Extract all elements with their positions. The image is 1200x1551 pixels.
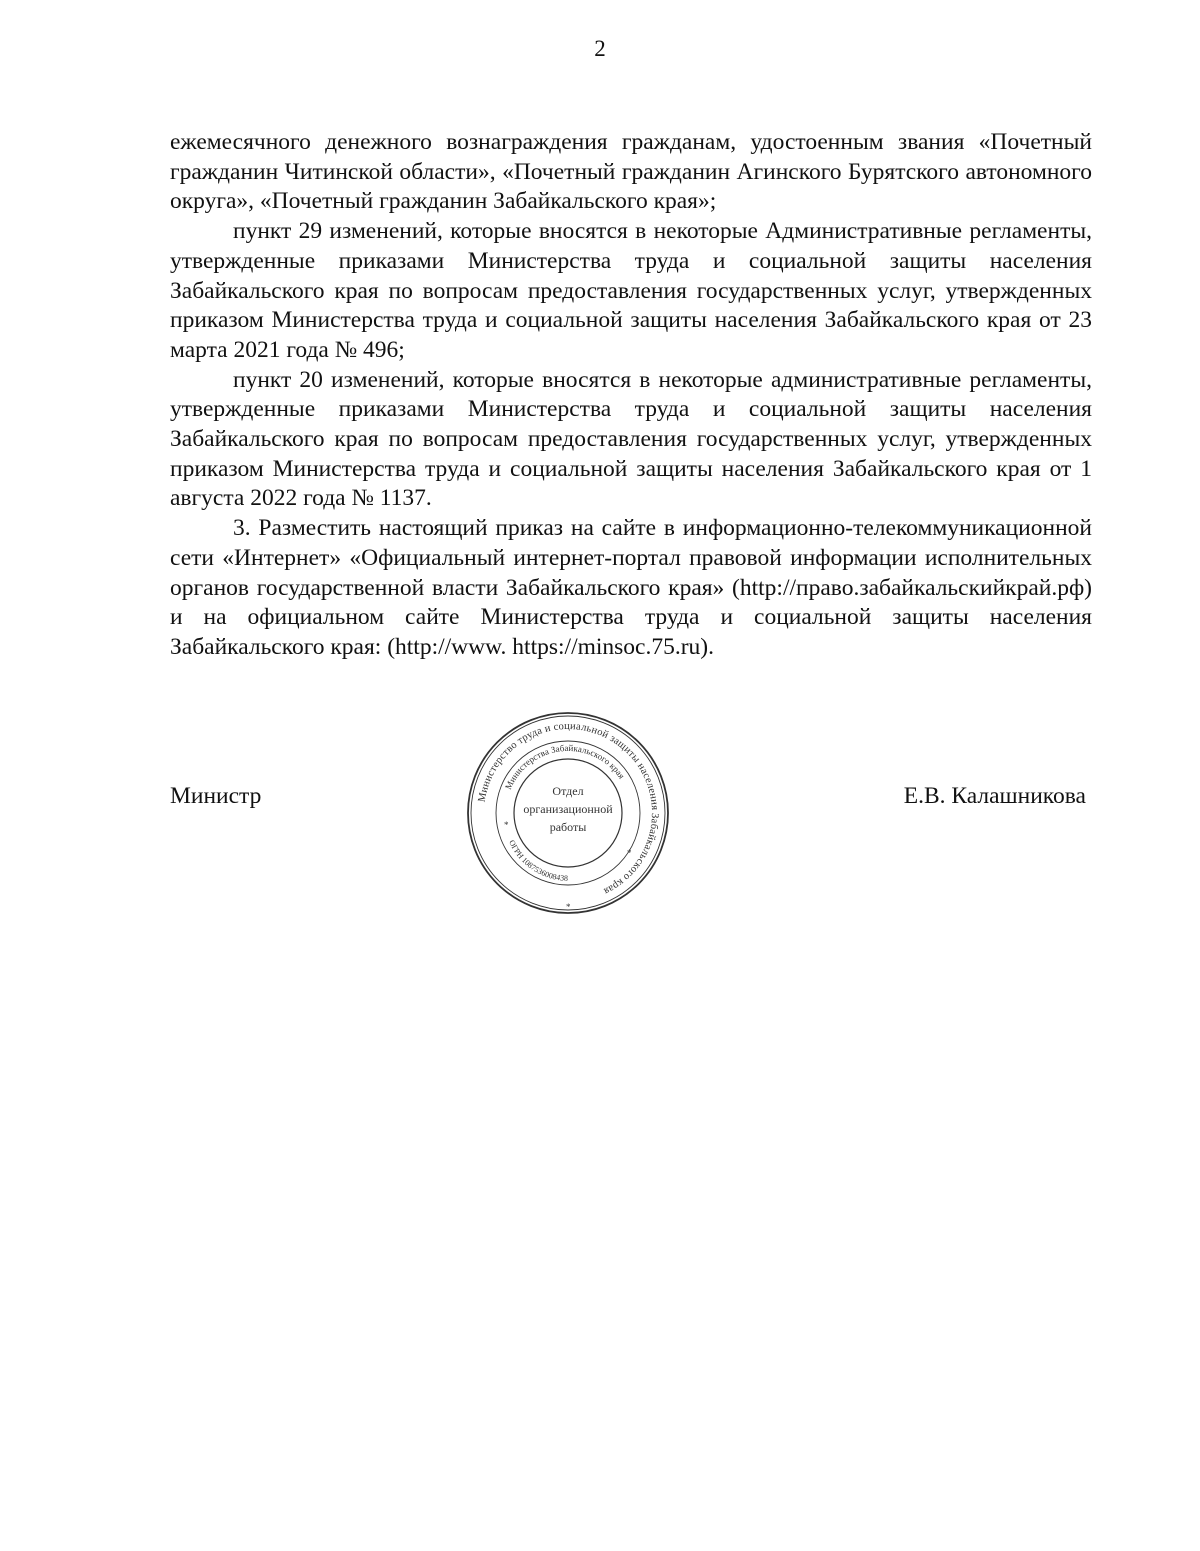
stamp-star-right-icon: * <box>627 848 632 858</box>
stamp-center-line-1: Отдел <box>552 784 584 798</box>
paragraph-4: 3. Разместить настоящий приказ на сайте в информационно-телекоммуникационной сети «Интернет» «Официальный интернет-портал правовой информации исполнительных органов государственной власти Забайкальского края» (http://право.забайкальскийкрай.рф) и на официальном сайте Министерства труда и социальной защиты населения Забайкальского края: (http://www. https://minsoc.75.ru). <box>170 515 1092 660</box>
stamp-inner-ring-text: Министерства Забайкальского края <box>502 742 627 792</box>
paragraph-2: пункт 29 изменений, которые вносятся в некоторые Административные регламенты, утвержденные приказами Министерства труда и социальной защиты населения Забайкальского края по вопросам предоставления государственных услуг, утвержденных приказом Министерства труда и социальной защиты населения Забайкальского края от 23 марта 2021 года № 496; <box>170 218 1092 363</box>
signer-name: Е.В. Калашникова <box>903 783 1086 809</box>
stamp-outer-ring-text: Министерство труда и социальной защиты населения Забайкальского края <box>476 720 661 897</box>
document-body <box>170 128 1092 663</box>
stamp-registration-text: ОГРН 1087536008438 <box>507 838 569 883</box>
stamp-star-left-icon: * <box>504 820 509 830</box>
paragraph-1: ежемесячного денежного вознаграждения гражданам, удостоенным звания «Почетный гражданин Читинской области», «Почетный гражданин Агинского Бурятского автономного округа», «Почетный гражданин Забайкальского края»; <box>170 129 1092 215</box>
stamp-center-line-2: организационной <box>523 802 613 816</box>
stamp-center-line-3: работы <box>549 820 587 834</box>
signer-role: Министр <box>170 783 262 809</box>
page-number: 2 <box>594 36 606 61</box>
paragraph-3: пункт 20 изменений, которые вносятся в некоторые административные регламенты, утвержденные приказами Министерства труда и социальной защиты населения Забайкальского края по вопросам предоставления государственных услуг, утвержденных приказом Министерства труда и социальной защиты населения Забайкальского края от 1 августа 2022 года № 1137. <box>170 366 1092 512</box>
official-seal-stamp <box>465 710 671 916</box>
stamp-star-bottom-icon: * <box>566 902 571 912</box>
